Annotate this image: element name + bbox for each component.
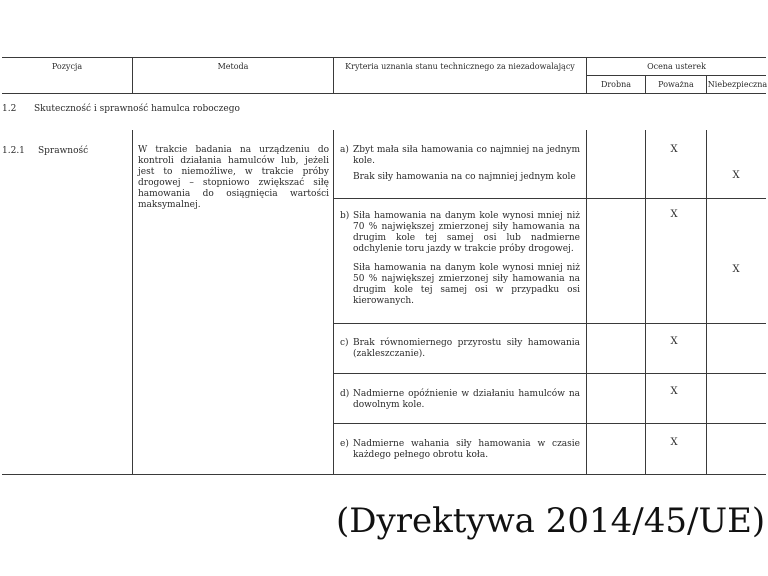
criterion-b-letter: b) xyxy=(340,211,350,221)
criterion-d-text-1: Nadmierne opóźnienie w działaniu hamulców na dowolnym kole. xyxy=(353,389,580,410)
section-number: 1.2 xyxy=(2,104,17,114)
row-b-top-rule xyxy=(333,198,766,199)
header-minor: Drobna xyxy=(600,80,632,89)
criterion-b-text-1: Siła hamowania na danym kole wynosi mniej niż 70 % największej zmierzonej siły hamowania na drugim kole tej samej osi lub nadmierne odchylenie toru jazdy w trakcie próby drogowej. xyxy=(353,211,580,254)
criterion-c-major-mark: X xyxy=(670,336,678,347)
row-c-top-rule xyxy=(333,323,766,324)
header-assessment: Ocena usterek xyxy=(647,62,706,71)
criterion-b-text-2: Siła hamowania na danym kole wynosi mniej niż 50 % największej zmierzonej siły hamowania na drugim kole tej samej osi w przypadku osi kierowanych. xyxy=(353,263,580,306)
criterion-b-dangerous-mark: X xyxy=(732,264,740,275)
row-d-top-rule xyxy=(333,373,766,374)
header-criteria: Kryteria uznania stanu technicznego za niezadowalający xyxy=(345,62,575,71)
header-major: Poważna xyxy=(658,80,694,89)
item-number: 1.2.1 xyxy=(2,146,25,156)
body-rule-criteria xyxy=(333,130,334,474)
criterion-d-major-mark: X xyxy=(670,386,678,397)
item-method: W trakcie badania na urządzeniu do kontroli działania hamulców lub, jeżeli jest to niemożliwe, w trakcie próby drogowej – stopniowo zwiększać siłę hamowania do osiągnięcia wartości maksymalnej. xyxy=(138,145,329,210)
criterion-a-text-2: Brak siły hamowania na co najmniej jednym kole xyxy=(353,172,576,182)
row-e-top-rule xyxy=(333,423,766,424)
criterion-e-major-mark: X xyxy=(670,437,678,448)
criterion-e-text-1: Nadmierne wahania siły hamowania w czasie każdego pełnego obrotu koła. xyxy=(353,439,580,460)
criterion-c-letter: c) xyxy=(340,338,349,348)
criterion-c-text-1: Brak równomiernego przyrostu siły hamowania (zakleszczanie). xyxy=(353,338,580,359)
table-bottom-rule xyxy=(2,474,766,475)
criterion-e-letter: e) xyxy=(340,439,349,449)
header-dangerous: Niebezpieczna xyxy=(707,80,768,89)
table-top-rule xyxy=(2,57,766,58)
body-rule-minor xyxy=(586,130,587,474)
body-rule-dangerous xyxy=(706,130,707,474)
criterion-a-major-mark: X xyxy=(670,144,678,155)
section-title: Skuteczność i sprawność hamulca roboczego xyxy=(34,104,240,114)
body-rule-method xyxy=(132,130,133,474)
criterion-a-letter: a) xyxy=(340,145,349,155)
header-bottom-rule xyxy=(2,93,766,94)
criterion-b-major-mark: X xyxy=(670,209,678,220)
criterion-a-dangerous-mark: X xyxy=(732,170,740,181)
header-divider-rule xyxy=(586,75,766,76)
criterion-a-text-1: Zbyt mała siła hamowania co najmniej na jednym kole. xyxy=(353,145,580,166)
criterion-d-letter: d) xyxy=(340,389,350,399)
header-position: Pozycja xyxy=(51,62,83,71)
directive-caption: (Dyrektywa 2014/45/UE) xyxy=(336,501,766,541)
item-name: Sprawność xyxy=(38,146,89,156)
header-method: Metoda xyxy=(217,62,249,71)
body-rule-major xyxy=(645,130,646,474)
